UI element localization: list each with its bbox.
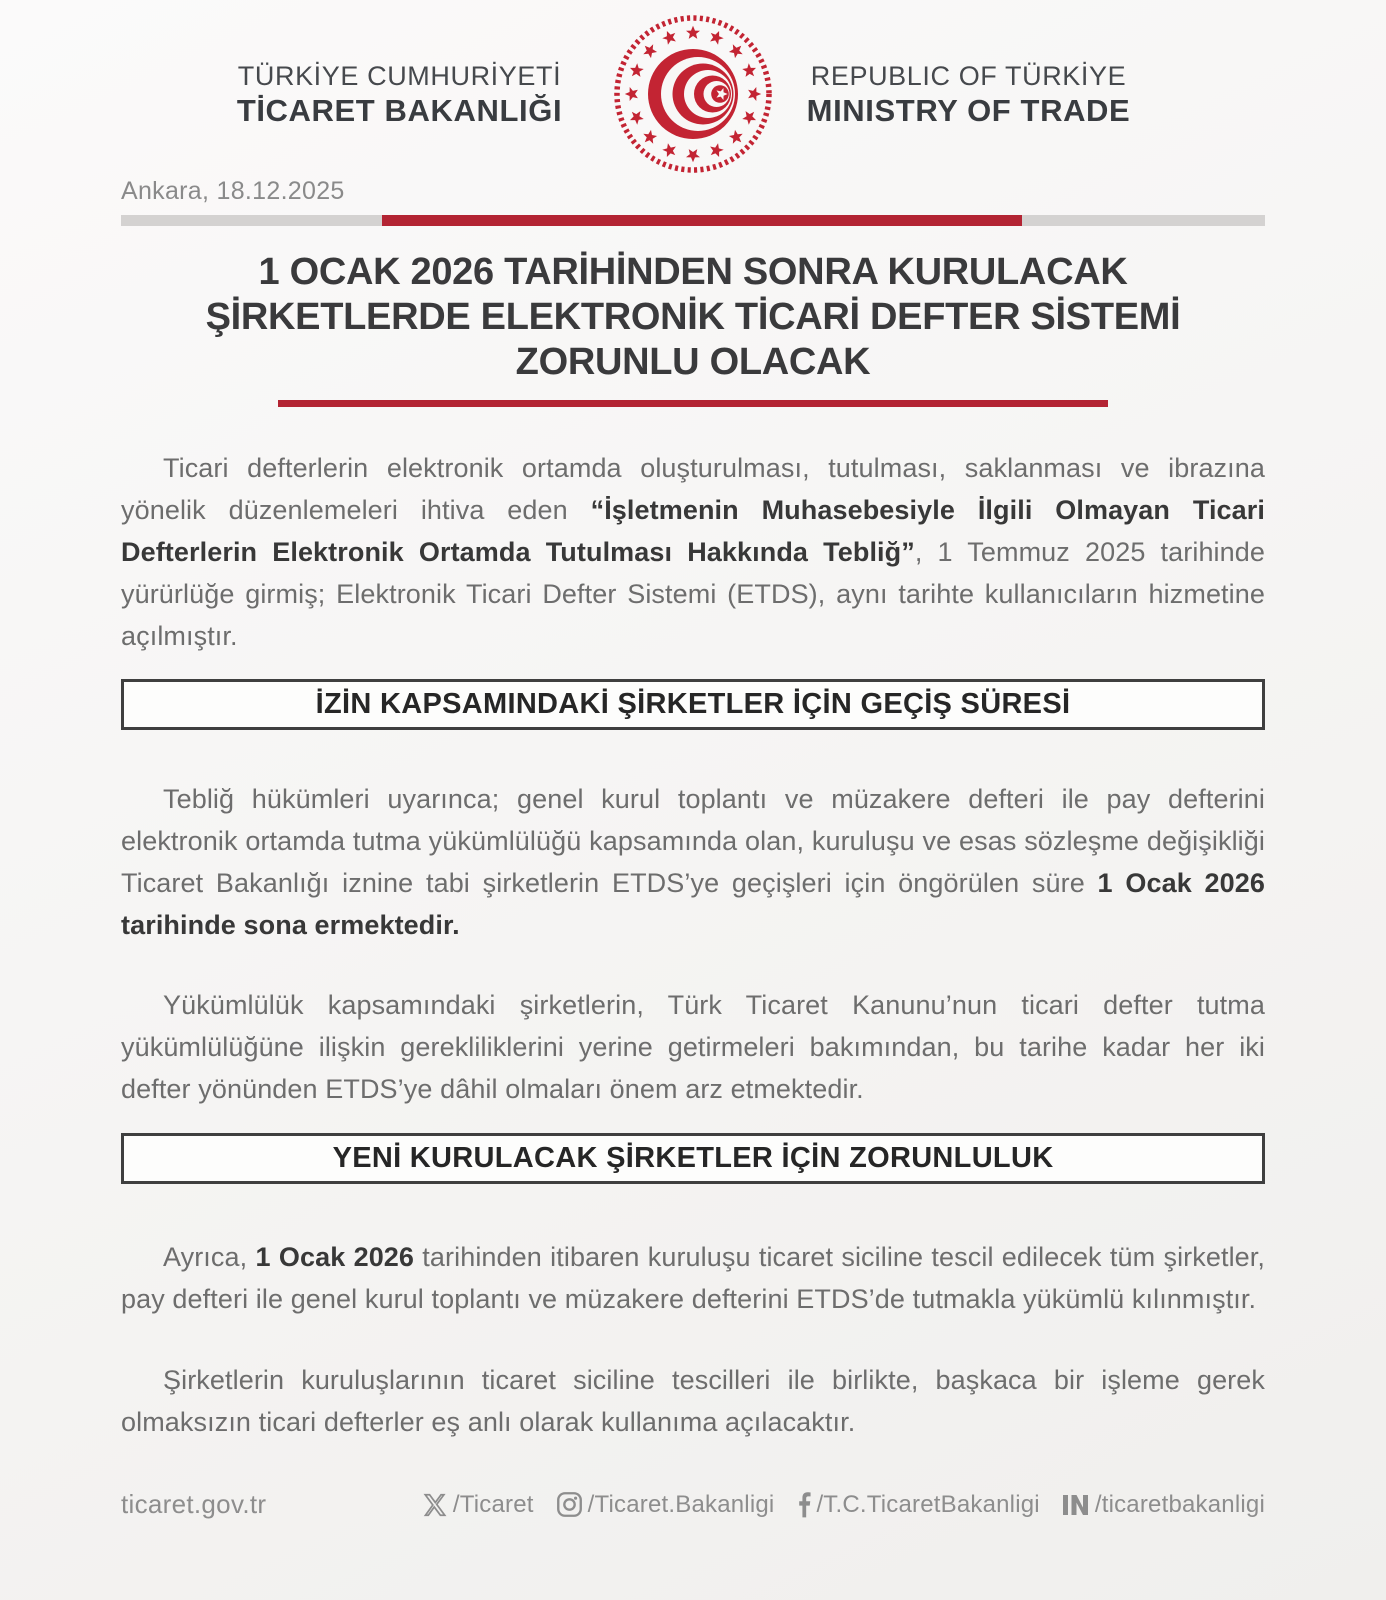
dateline: Ankara, 18.12.2025 — [121, 177, 345, 205]
website-url: ticaret.gov.tr — [121, 1489, 267, 1519]
section2-paragraph-1: Ayrıca, 1 Ocak 2026 tarihinden itibaren kuruluşu ticaret siciline tescil edilecek tüm şirketler, pay defteri ile genel kurul toplantı ve müzakere defterini ETDS’de tutmakla yükümlü kılınmıştır. — [121, 1242, 1265, 1314]
header-divider — [121, 215, 1265, 226]
title-line-3: ZORUNLU OLACAK — [515, 341, 871, 383]
divider-gray-left — [121, 215, 382, 226]
social-item-instagram — [556, 1491, 775, 1519]
facebook-icon — [796, 1491, 811, 1518]
facebook-handle: /T.C.TicaretBakanligi — [816, 1490, 1040, 1518]
header-left-line2: TİCARET BAKANLIĞI — [236, 92, 563, 128]
title-line-2: ŞİRKETLERDE ELEKTRONİK TİCARİ DEFTER SİSTEMİ — [205, 296, 1181, 338]
section-heading-new-companies: YENİ KURULACAK ŞİRKETLER İÇİN ZORUNLULUK — [121, 1133, 1265, 1184]
x-icon — [422, 1492, 448, 1518]
title-underline-rule — [278, 400, 1108, 407]
instagram-icon — [556, 1491, 583, 1518]
divider-red-center — [382, 215, 1022, 226]
header-left-block — [155, 60, 644, 129]
linkedin-handle: /ticaretbakanligi — [1094, 1490, 1265, 1518]
header — [121, 0, 1265, 172]
social-links — [422, 1491, 1265, 1519]
section1-paragraph-2: Yükümlülük kapsamındaki şirketlerin, Türk Ticaret Kanunu’nun ticari defter tutma yükümlülüğüne ilişkin gerekliliklerini yerine getirmeleri bakımından, bu tarihe kadar her iki defter yönünden ETDS’ye dâhil olmaları önem arz etmektedir. — [121, 990, 1265, 1104]
header-left-line1: TÜRKİYE CUMHURİYETİ — [237, 60, 562, 91]
intro-paragraph: Ticari defterlerin elektronik ortamda oluşturulması, tutulması, saklanması ve ibrazına yönelik düzenlemeleri ihtiva eden “İşletmenin Muhasebesiyle İlgili Olmayan Ticari Defterlerin Elektronik Ortamda Tutulması Hakkında Tebliğ”, 1 Temmuz 2025 tarihinde yürürlüğe girmiş; Elektronik Ticari Defter Sistemi (ETDS), aynı tarihte kullanıcıların hizmetine açılmıştır. — [121, 453, 1266, 651]
divider-gray-right — [1022, 215, 1265, 226]
section2-paragraph-2: Şirketlerin kuruluşlarının ticaret siciline tescilleri ile birlikte, başkaca bir işleme gerek olmaksızın ticari defterler eş anlı olarak kullanıma açılacaktır. — [121, 1365, 1265, 1437]
social-item-x — [422, 1491, 534, 1519]
header-right-line1: REPUBLIC OF TÜRKİYE — [810, 60, 1127, 91]
title-line-1: 1 OCAK 2026 TARİHİNDEN SONRA KURULACAK — [258, 251, 1128, 293]
instagram-handle: /Ticaret.Bakanligi — [587, 1490, 775, 1518]
footer — [121, 1489, 1265, 1520]
page-title — [121, 250, 1265, 385]
social-item-facebook — [796, 1491, 1039, 1519]
x-handle: /Ticaret — [452, 1490, 534, 1518]
header-right-block — [724, 60, 1213, 129]
section1-paragraph-1: Tebliğ hükümleri uyarınca; genel kurul toplantı ve müzakere defteri ile pay defterini elektronik ortamda tutma yükümlülüğü kapsamında olan, kuruluşu ve esas sözleşme değişikliği Ticaret Bakanlığı iznine tabi şirketlerin ETDS’ye geçişleri için öngörülen süre 1 Ocak 2026 tarihinde sona ermektedir. — [121, 784, 1266, 940]
linkedin-icon — [1062, 1493, 1090, 1517]
header-right-line2: MINISTRY OF TRADE — [806, 92, 1131, 128]
section-heading-transition-period: İZİN KAPSAMINDAKİ ŞİRKETLER İÇİN GEÇİŞ SÜRESİ — [121, 679, 1265, 730]
social-item-linkedin — [1062, 1491, 1265, 1519]
